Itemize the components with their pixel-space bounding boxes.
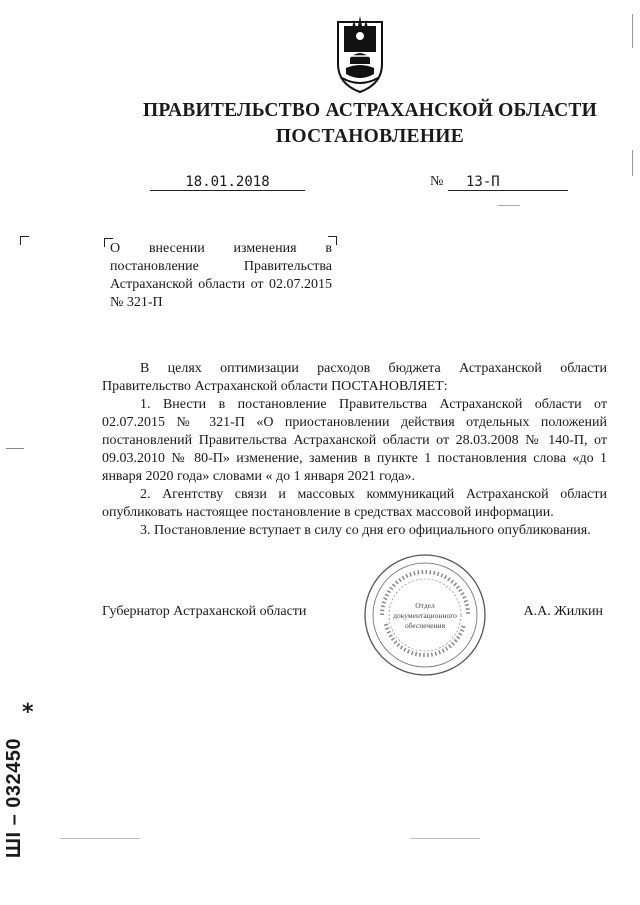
document-number: 13-П: [448, 174, 568, 191]
stamp-text: документационного: [393, 611, 457, 620]
document-type-title: ПОСТАНОВЛЕНИЕ: [275, 126, 465, 147]
signatory-name: А.А. Жилкин: [523, 604, 603, 619]
item-3-paragraph: 3. Постановление вступает в силу со дня его официального опубликования.: [140, 523, 591, 538]
scan-artifact: [632, 150, 633, 176]
scan-artifact: [60, 838, 140, 839]
signatory-position: Губернатор Астраханской области: [102, 604, 307, 619]
number-sign: №: [430, 174, 444, 189]
scan-artifact: [410, 838, 480, 839]
item-1-paragraph: 1. Внести в постановление Правительства Астраханской области от 02.07.2015 № 321-П «О приостановлении действия отдельных положений постановлений Правительства Астраханской области от 28.03.2008 № 140-П, от 09.03.2010 № 80-П» изменение, заменив в пункте 1 постановления слова «до 1 января 2020 года» словами « до 1 января 2021 года».: [102, 397, 607, 484]
government-title: ПРАВИТЕЛЬСТВО АСТРАХАНСКОЙ ОБЛАСТИ: [143, 100, 597, 121]
scan-artifact: [498, 205, 520, 206]
registration-asterisk: *: [22, 700, 34, 725]
scan-artifact: [6, 448, 24, 449]
stamp-text: Отдел: [415, 601, 435, 610]
corner-mark: [20, 236, 29, 245]
coat-of-arms-emblem: [330, 12, 390, 96]
registration-number: ШІ – 032450: [3, 737, 25, 859]
item-2-paragraph: 2. Агентству связи и массовых коммуникаций Астраханской области опубликовать настоящее постановление в средствах массовой информации.: [102, 487, 607, 520]
scan-artifact: [632, 14, 633, 48]
preamble-paragraph: В целях оптимизации расходов бюджета Астраханской области Правительство Астраханской области ПОСТАНОВЛЯЕТ:: [102, 361, 607, 394]
document-body: [102, 360, 607, 540]
document-date: 18.01.2018: [150, 174, 305, 191]
signature-block: [102, 604, 607, 624]
document-subject: О внесении изменения в постановление Правительства Астраханской области от 02.07.2015 № 321-П: [110, 241, 332, 310]
stamp-text: обеспечения: [404, 621, 446, 630]
